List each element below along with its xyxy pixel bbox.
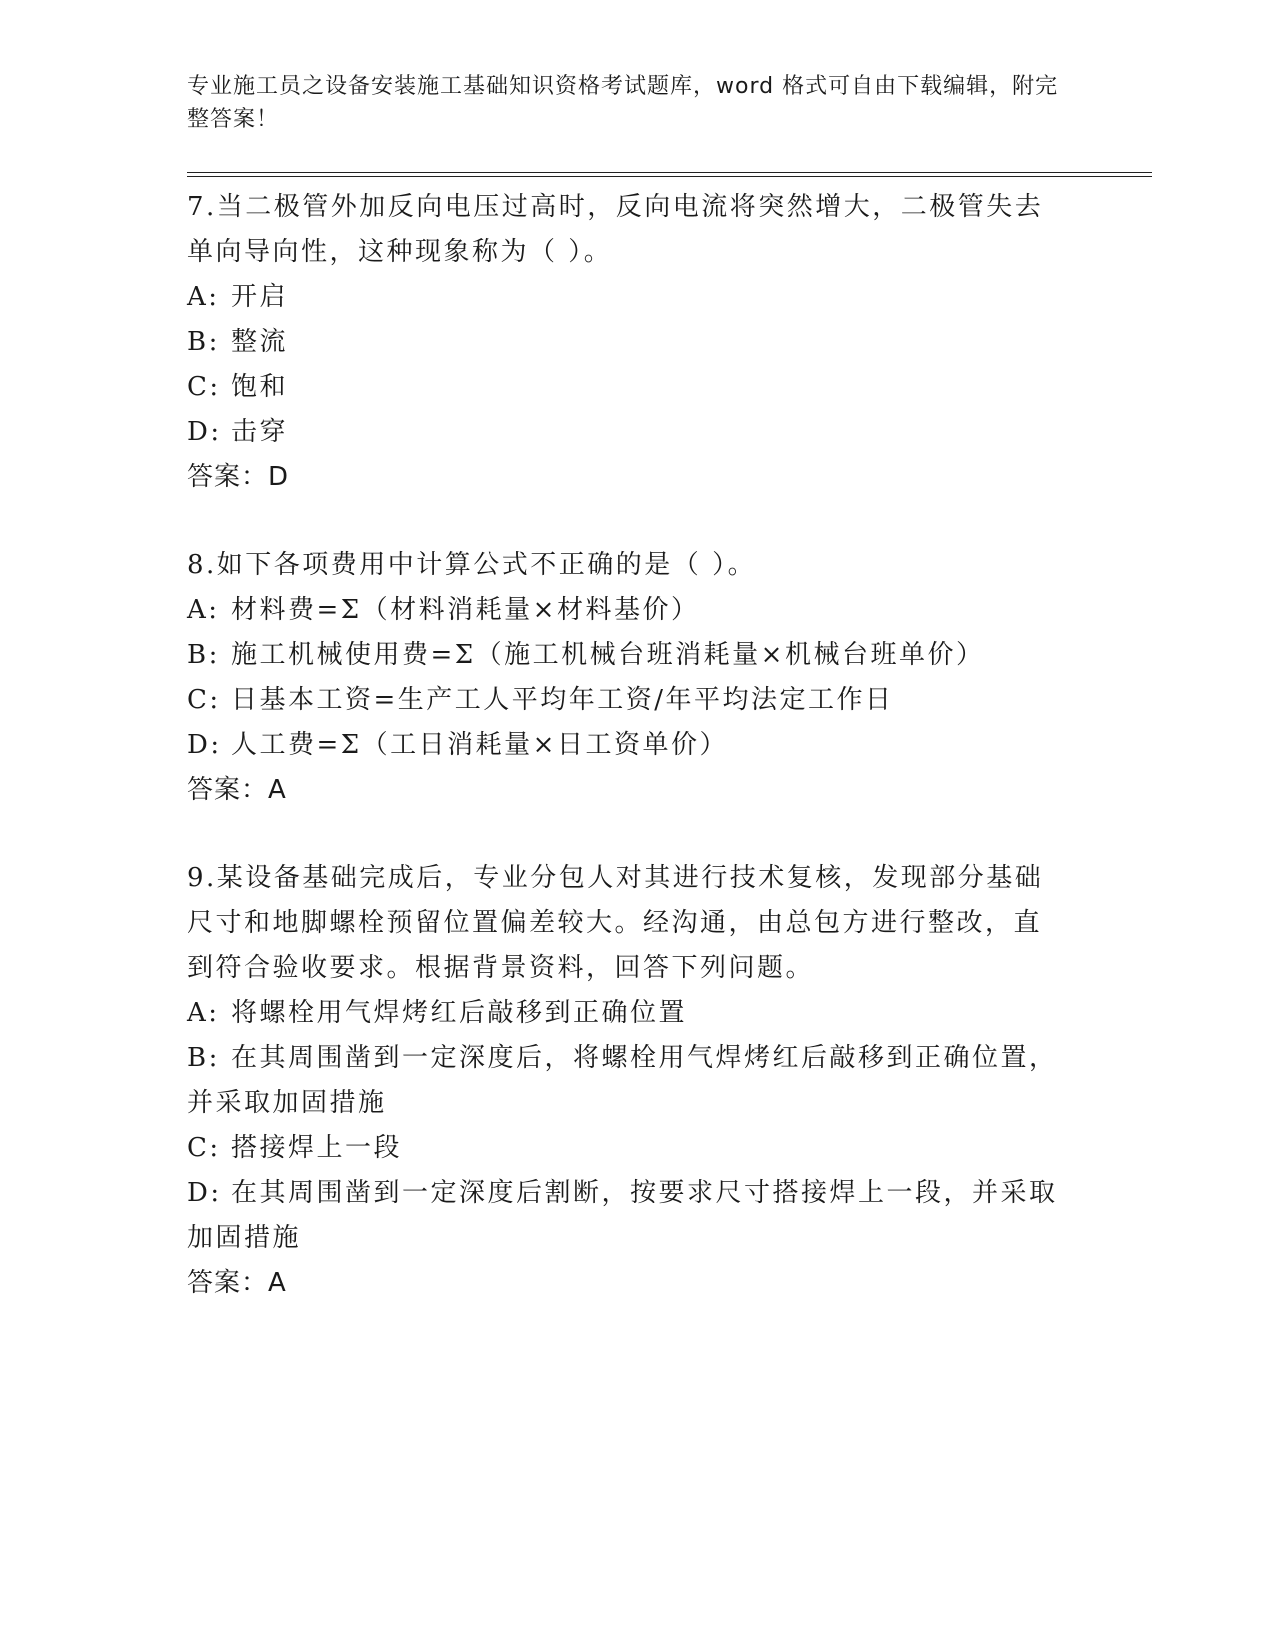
option-d [187, 723, 1067, 768]
option-text: 日基本工资=生产工人平均年工资/年平均法定工作日 [231, 685, 894, 715]
option-b [187, 633, 1067, 678]
option-text: 整流 [231, 327, 289, 357]
option-d [187, 410, 1067, 455]
option-key: D: [187, 1178, 222, 1208]
option-key: B: [187, 327, 220, 357]
question-8 [187, 543, 1152, 813]
question-text: 7.当二极管外加反向电压过高时，反向电流将突然增大，二极管失去单向导向性，这种现象称为（ ）。 [187, 192, 1044, 267]
option-b [187, 1036, 1067, 1126]
option-key: B: [187, 1043, 220, 1073]
option-c [187, 365, 1067, 410]
option-key: D: [187, 417, 222, 447]
option-key: C: [187, 685, 221, 715]
option-text: 在其周围凿到一定深度后，将螺栓用气焊烤红后敲移到正确位置，并采取加固措施 [187, 1043, 1058, 1118]
option-text: 材料费=Σ（材料消耗量×材料基价） [231, 595, 700, 625]
option-key: C: [187, 372, 221, 402]
question-text: 8.如下各项费用中计算公式不正确的是（ ）。 [187, 550, 757, 580]
option-a [187, 991, 1067, 1036]
option-text: 饱和 [231, 372, 289, 402]
option-b [187, 320, 1067, 365]
option-text: 人工费=Σ（工日消耗量×日工资单价） [231, 730, 728, 760]
option-text: 搭接焊上一段 [231, 1133, 403, 1163]
document-header: 专业施工员之设备安装施工基础知识资格考试题库，word 格式可自由下载编辑，附完整答案！ [187, 74, 1059, 132]
option-text: 击穿 [231, 417, 289, 447]
option-key: A: [187, 998, 220, 1028]
answer-label: 答案： [187, 775, 269, 805]
question-7 [187, 185, 1152, 500]
option-a [187, 588, 1067, 633]
answer-value: A [268, 1268, 287, 1298]
answer-label: 答案： [187, 1268, 269, 1298]
answer-label: 答案： [187, 462, 269, 492]
option-key: A: [187, 282, 220, 312]
option-c [187, 1126, 1067, 1171]
answer-line [187, 768, 1152, 813]
option-text: 施工机械使用费=Σ（施工机械台班消耗量×机械台班单价） [231, 640, 985, 670]
option-text: 开启 [231, 282, 289, 312]
document-page [187, 70, 1152, 1349]
answer-line [187, 1261, 1152, 1306]
question-list [187, 185, 1152, 1306]
option-d [187, 1171, 1067, 1261]
option-a [187, 275, 1067, 320]
option-text: 将螺栓用气焊烤红后敲移到正确位置 [231, 998, 688, 1028]
answer-value: A [268, 775, 287, 805]
option-key: A: [187, 595, 220, 625]
option-c [187, 678, 1067, 723]
option-text: 在其周围凿到一定深度后割断，按要求尺寸搭接焊上一段，并采取加固措施 [187, 1178, 1058, 1253]
option-key: C: [187, 1133, 221, 1163]
question-text: 9.某设备基础完成后，专业分包人对其进行技术复核，发现部分基础尺寸和地脚螺栓预留位置偏差较大。经沟通，由总包方进行整改，直到符合验收要求。根据背景资料，回答下列问题。 [187, 863, 1044, 983]
option-key: D: [187, 730, 222, 760]
header-divider [187, 172, 1152, 177]
option-key: B: [187, 640, 220, 670]
question-9 [187, 856, 1152, 1306]
answer-value: D [268, 462, 290, 492]
answer-line [187, 455, 1152, 500]
